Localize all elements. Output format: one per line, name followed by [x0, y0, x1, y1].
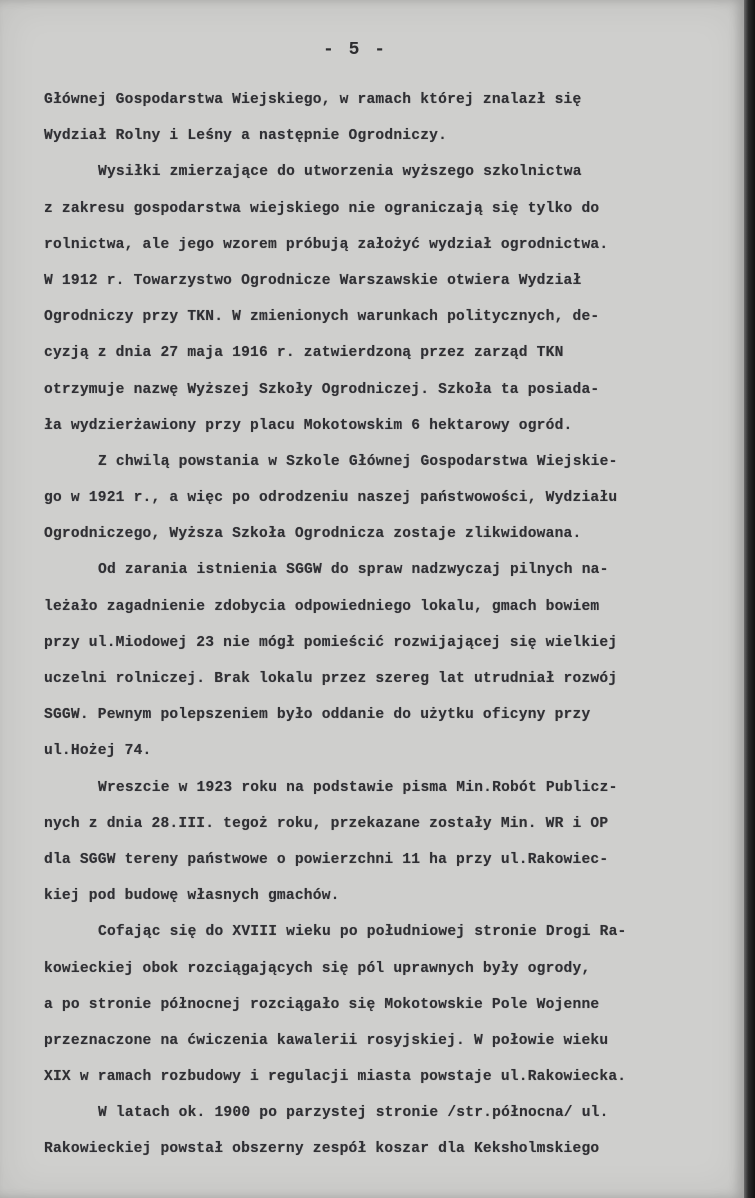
text-line: rolnictwa, ale jego wzorem próbują założyć wydział ogrodnictwa. — [44, 236, 609, 253]
text-line: otrzymuje nazwę Wyższej Szkoły Ogrodniczej. Szkoła ta posiada- — [44, 381, 600, 398]
text-line: a po stronie północnej rozciągało się Mokotowskie Pole Wojenne — [44, 996, 600, 1013]
text-line: nych z dnia 28.III. tegoż roku, przekazane zostały Min. WR i OP — [44, 815, 609, 832]
text-line: W latach ok. 1900 po parzystej stronie /str.północna/ ul. — [98, 1105, 609, 1122]
text-line: Ogrodniczego, Wyższa Szkoła Ogrodnicza zostaje zlikwidowana. — [44, 526, 582, 543]
text-line: Ogrodniczy przy TKN. W zmienionych warunkach politycznych, de- — [44, 309, 600, 326]
text-line: W 1912 r. Towarzystwo Ogrodnicze Warszawskie otwiera Wydział — [44, 272, 582, 289]
text-line: ła wydzierżawiony przy placu Mokotowskim 6 hektarowy ogród. — [44, 417, 573, 434]
text-line: Wydział Rolny i Leśny a następnie Ogrodniczy. — [44, 128, 448, 145]
text-line: kiej pod budowę własnych gmachów. — [44, 888, 340, 905]
text-line: XIX w ramach rozbudowy i regulacji miasta powstaje ul.Rakowiecka. — [44, 1069, 627, 1086]
text-line: przeznaczone na ćwiczenia kawalerii rosyjskiej. W połowie wieku — [44, 1032, 609, 1049]
text-line: Głównej Gospodarstwa Wiejskiego, w ramach której znalazł się — [44, 92, 582, 108]
text-line: go w 1921 r., a więc po odrodzeniu naszej państwowości, Wydziału — [44, 490, 618, 507]
text-line: Od zarania istnienia SGGW do spraw nadzwyczaj pilnych na- — [98, 562, 609, 579]
page-edge-shadow — [744, 0, 755, 1198]
text-line: uczelni rolniczej. Brak lokalu przez szereg lat utrudniał rozwój — [44, 671, 618, 687]
text-line: przy ul.Miodowej 23 nie mógł pomieścić rozwijającej się wielkiej — [44, 634, 618, 651]
text-line: Wreszcie w 1923 roku na podstawie pisma Min.Robót Publicz- — [98, 779, 618, 796]
text-line: Cofając się do XVIII wieku po południowej stronie Drogi Ra- — [98, 924, 627, 941]
text-line: leżało zagadnienie zdobycia odpowiedniego lokalu, gmach bowiem — [44, 598, 600, 615]
text-line: SGGW. Pewnym polepszeniem było oddanie do użytku oficyny przy — [44, 707, 591, 724]
text-line: Rakowieckiej powstał obszerny zespół koszar dla Keksholmskiego — [44, 1141, 600, 1158]
page-number: - 5 - — [322, 40, 387, 60]
text-line: Z chwilą powstania w Szkole Głównej Gospodarstwa Wiejskie- — [98, 453, 618, 470]
text-line: kowieckiej obok rozciągających się pól uprawnych były ogrody, — [44, 960, 591, 977]
text-line: Wysiłki zmierzające do utworzenia wyższego szkolnictwa — [98, 164, 582, 181]
body-text — [44, 82, 734, 1168]
text-line: cyzją z dnia 27 maja 1916 r. zatwierdzoną przez zarząd TKN — [44, 345, 564, 362]
text-line: ul.Hożej 74. — [44, 743, 152, 760]
text-line: dla SGGW tereny państwowe o powierzchni 11 ha przy ul.Rakowiec- — [44, 851, 609, 868]
text-line: z zakresu gospodarstwa wiejskiego nie ograniczają się tylko do — [44, 200, 600, 217]
